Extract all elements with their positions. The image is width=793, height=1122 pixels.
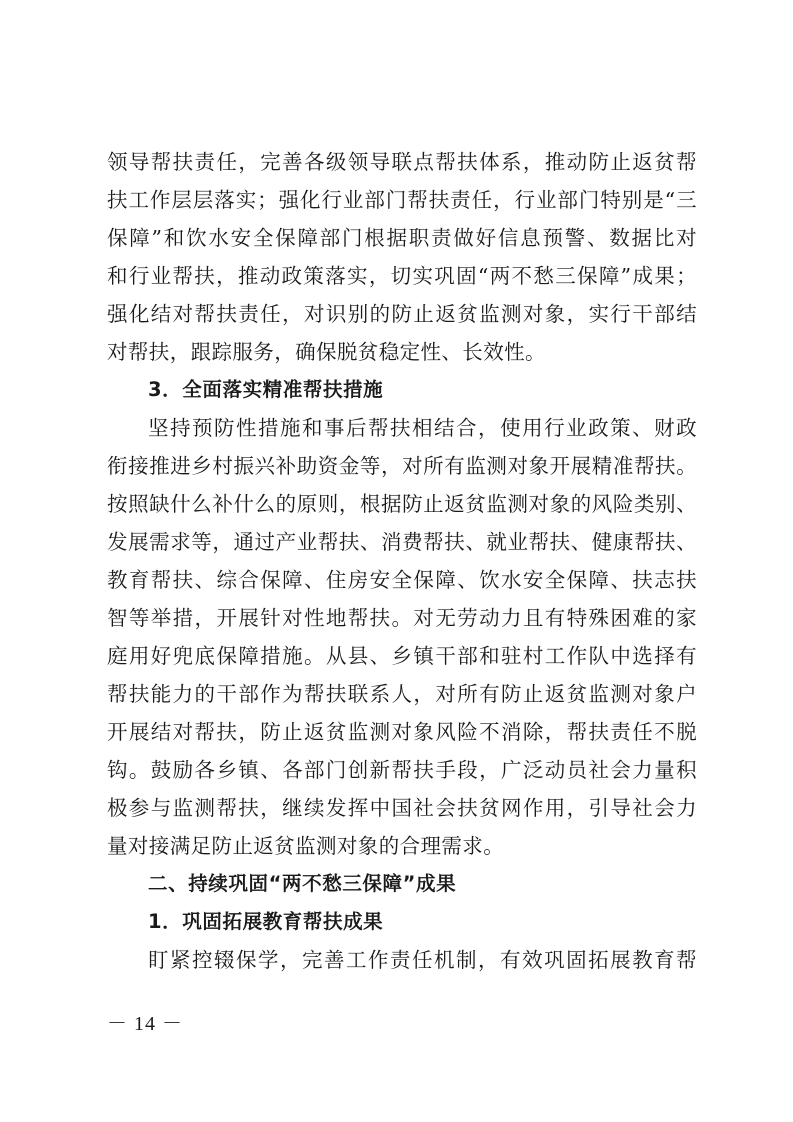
paragraph-line: 保障”和饮水安全保障部门根据职责做好信息预警、数据比对	[107, 226, 697, 250]
paragraph-line: 量对接满足防止返贫监测对象的合理需求。	[107, 834, 505, 858]
paragraph-line: 按照缺什么补什么的原则，根据防止返贫监测对象的风险类别、	[107, 492, 697, 516]
paragraph-line: 扶工作层层落实；强化行业部门帮扶责任，行业部门特别是“三	[107, 188, 697, 212]
paragraph-line: 盯紧控辍保学，完善工作责任机制，有效巩固拓展教育帮	[148, 948, 697, 972]
paragraph-line: 和行业帮扶，推动政策落实，切实巩固“两不愁三保障”成果；	[107, 264, 697, 288]
section-heading: 二、持续巩固“两不愁三保障”成果	[148, 872, 457, 895]
paragraph-line: 开展结对帮扶，防止返贫监测对象风险不消除，帮扶责任不脱	[107, 720, 697, 744]
paragraph-line: 智等举措，开展针对性地帮扶。对无劳动力且有特殊困难的家	[107, 606, 697, 630]
paragraph-line: 钩。鼓励各乡镇、各部门创新帮扶手段，广泛动员社会力量积	[107, 758, 697, 782]
paragraph-line: 衔接推进乡村振兴补助资金等，对所有监测对象开展精准帮扶。	[107, 454, 697, 478]
page-number: － 14 －	[107, 1013, 183, 1035]
paragraph-line: 领导帮扶责任，完善各级领导联点帮扶体系，推动防止返贫帮	[107, 150, 697, 174]
section-heading: 3．全面落实精准帮扶措施	[148, 378, 384, 401]
paragraph-line: 庭用好兜底保障措施。从县、乡镇干部和驻村工作队中选择有	[107, 644, 697, 668]
paragraph-line: 强化结对帮扶责任，对识别的防止返贫监测对象，实行干部结	[107, 302, 697, 326]
paragraph-line: 极参与监测帮扶，继续发挥中国社会扶贫网作用，引导社会力	[107, 796, 697, 820]
paragraph-line: 对帮扶，跟踪服务，确保脱贫稳定性、长效性。	[107, 340, 546, 364]
paragraph-line: 坚持预防性措施和事后帮扶相结合，使用行业政策、财政	[148, 416, 697, 440]
paragraph-line: 发展需求等，通过产业帮扶、消费帮扶、就业帮扶、健康帮扶、	[107, 530, 697, 554]
subsection-heading: 1．巩固拓展教育帮扶成果	[148, 910, 384, 933]
paragraph-line: 教育帮扶、综合保障、住房安全保障、饮水安全保障、扶志扶	[107, 568, 697, 592]
paragraph-line: 帮扶能力的干部作为帮扶联系人，对所有防止返贫监测对象户	[107, 682, 697, 706]
